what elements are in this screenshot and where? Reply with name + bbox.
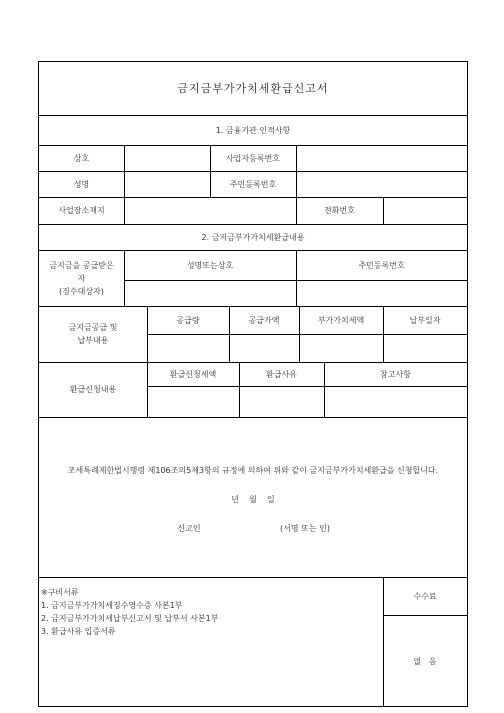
phone-label: 전화번호 [324, 206, 355, 215]
representative-name-label: 성명 [73, 179, 90, 189]
divider [39, 417, 467, 418]
applicant-label: 신고인 [177, 523, 201, 533]
vat-amount-header: 부가가치세액 [317, 315, 365, 325]
business-number-field[interactable] [296, 145, 467, 171]
refund-amount-header: 환급신청세액 [169, 369, 217, 379]
required-documents [41, 586, 218, 638]
refund-report-form [38, 61, 468, 707]
supply-payment-label [39, 306, 147, 362]
resident-number-field[interactable] [296, 171, 467, 197]
remarks-field[interactable] [324, 386, 467, 417]
section-2-heading: 2. 금지금부가가치세환급내용 [201, 232, 305, 242]
business-address-label: 사업장소재지 [58, 206, 105, 215]
applicant-name-field[interactable] [219, 520, 263, 536]
refund-amount-field[interactable] [147, 386, 239, 417]
documents-heading: ※구비서류 [41, 588, 79, 597]
declaration-date: 년 월 일 [231, 494, 275, 504]
supply-label-line: 금지금공급 및 [68, 323, 118, 332]
vat-amount-field[interactable] [299, 334, 383, 362]
company-name-field[interactable] [124, 145, 210, 171]
phone-field[interactable] [383, 197, 467, 224]
section-1-heading: 1. 금융기관 인적사항 [215, 125, 291, 135]
refund-reason-field[interactable] [239, 386, 324, 417]
company-name-label: 상호 [73, 153, 90, 163]
payment-date-field[interactable] [383, 334, 467, 362]
form-title: 금지금부가가치세환급신고서 [177, 82, 329, 95]
business-number-label: 사업자등록번호 [225, 153, 281, 163]
document-item: 3. 환급사유 입증서류 [41, 627, 116, 636]
purchaser-name-header: 성명또는상호 [186, 260, 234, 270]
remarks-header: 참고사항 [380, 369, 411, 379]
payment-date-header: 납부일자 [409, 315, 441, 325]
supply-label-line: 납부내용 [77, 336, 109, 345]
purchaser-id-field[interactable] [296, 280, 467, 306]
purchaser-label-line: 금지금을 공급받은 [49, 260, 114, 270]
signature-label: (서명 또는 인) [280, 523, 330, 533]
resident-number-label: 주민등록번호 [229, 179, 277, 189]
declaration-text: 조세특례제한법시행령 제106조의5제3항의 규정에 의하여 위와 같이 금지금부가가치세환급을 신청합니다. [67, 465, 439, 475]
purchaser-label-line: (징수대상자) [59, 286, 104, 296]
purchaser-id-header: 주민등록번호 [358, 260, 405, 270]
fee-value: 없 음 [413, 656, 437, 666]
refund-request-label: 환급신청내용 [69, 385, 117, 394]
purchaser-name-field[interactable] [124, 280, 296, 306]
document-item: 2. 금지금부가가치세납부신고서 및 납부서 사본1부 [41, 614, 219, 623]
supply-quantity-header: 공급량 [176, 315, 200, 325]
purchaser-label-line: 자 [77, 273, 86, 283]
refund-reason-header: 환급사유 [266, 369, 297, 379]
representative-name-field[interactable] [124, 171, 210, 197]
business-address-field[interactable] [124, 197, 296, 224]
supply-amount-field[interactable] [229, 334, 299, 362]
purchaser-label [39, 250, 124, 306]
supply-quantity-field[interactable] [147, 334, 229, 362]
document-item: 1. 금지금부가가치세징수영수증 사본1부 [41, 601, 183, 610]
fee-label: 수수료 [413, 591, 437, 601]
supply-amount-header: 공급가액 [248, 315, 280, 325]
